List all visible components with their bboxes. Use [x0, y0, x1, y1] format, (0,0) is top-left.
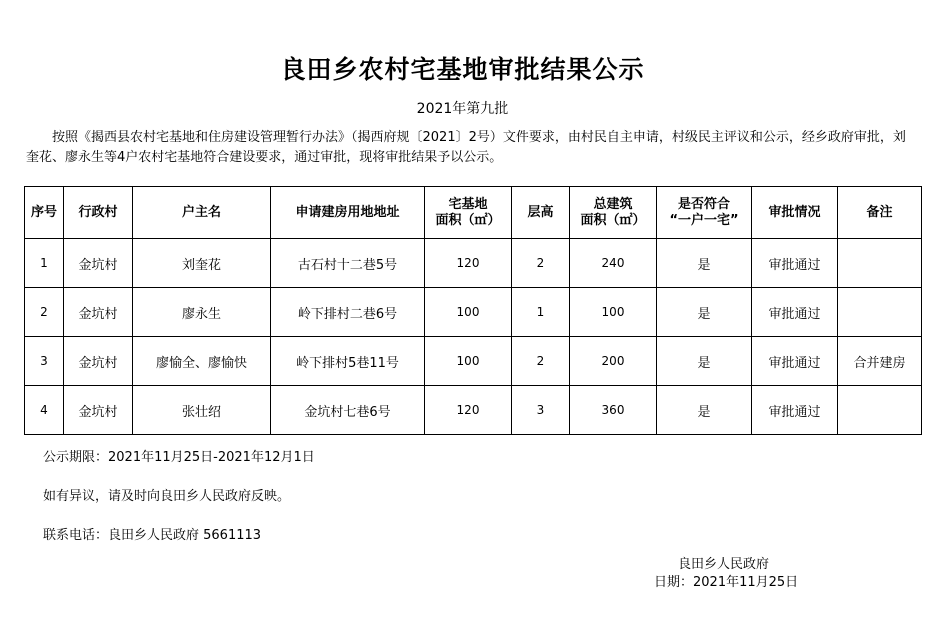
- cell-index: 4: [25, 386, 64, 435]
- cell-village: 金坑村: [64, 337, 133, 386]
- cell-total: 240: [570, 239, 657, 288]
- cell-remark: 合并建房: [838, 337, 922, 386]
- cell-owner: 廖愉全、廖愉快: [133, 337, 271, 386]
- objection-note: 如有异议，请及时向良田乡人民政府反映。: [43, 489, 291, 504]
- cell-total: 360: [570, 386, 657, 435]
- cell-index: 2: [25, 288, 64, 337]
- cell-total: 200: [570, 337, 657, 386]
- cell-owner: 张壮绍: [133, 386, 271, 435]
- cell-village: 金坑村: [64, 288, 133, 337]
- cell-status: 审批通过: [752, 239, 838, 288]
- intro-paragraph: 按照《揭西县农村宅基地和住房建设管理暂行办法》（揭西府规〔2021〕2号）文件要求，由村民自主申请，村级民主评议和公示，经乡政府审批，刘奎花、廖永生等4户农村宅基地符合建设要求，通过审批，现将审批结果予以公示。: [26, 130, 906, 165]
- batch-subtitle: 2021年第九批: [416, 101, 509, 117]
- header-village: 行政村: [64, 187, 133, 239]
- cell-address: 金坑村七巷6号: [271, 386, 425, 435]
- cell-village: 金坑村: [64, 386, 133, 435]
- cell-one-house: 是: [657, 288, 752, 337]
- header-total-line1: 总建筑: [593, 196, 633, 212]
- notice-period: 公示期限：2021年11月25日-2021年12月1日: [43, 450, 315, 465]
- header-total: [570, 187, 657, 239]
- cell-area: 120: [425, 239, 512, 288]
- table-row: [25, 239, 922, 288]
- signature-org: 良田乡人民政府: [678, 557, 770, 572]
- header-one-line1: 是否符合: [677, 196, 730, 212]
- cell-remark: [838, 386, 922, 435]
- signature-date: 日期：2021年11月25日: [654, 575, 799, 590]
- cell-area: 100: [425, 337, 512, 386]
- header-one-line2: “一户一宅”: [669, 212, 739, 228]
- header-area-line1: 宅基地: [448, 196, 488, 212]
- cell-remark: [838, 239, 922, 288]
- header-address: 申请建房用地地址: [271, 187, 425, 239]
- cell-owner: 廖永生: [133, 288, 271, 337]
- cell-floors: 2: [512, 239, 570, 288]
- cell-owner: 刘奎花: [133, 239, 271, 288]
- header-one-house: [657, 187, 752, 239]
- cell-status: 审批通过: [752, 337, 838, 386]
- cell-one-house: 是: [657, 337, 752, 386]
- cell-remark: [838, 288, 922, 337]
- cell-area: 120: [425, 386, 512, 435]
- cell-floors: 3: [512, 386, 570, 435]
- cell-one-house: 是: [657, 239, 752, 288]
- table-row: [25, 288, 922, 337]
- cell-index: 3: [25, 337, 64, 386]
- cell-floors: 1: [512, 288, 570, 337]
- cell-total: 100: [570, 288, 657, 337]
- cell-address: 古石村十二巷5号: [271, 239, 425, 288]
- contact-phone: 联系电话：良田乡人民政府 5661113: [43, 528, 262, 543]
- header-area-line2: 面积（㎡）: [435, 212, 501, 228]
- cell-status: 审批通过: [752, 288, 838, 337]
- header-status: 审批情况: [752, 187, 838, 239]
- cell-index: 1: [25, 239, 64, 288]
- header-floors: 层高: [512, 187, 570, 239]
- cell-area: 100: [425, 288, 512, 337]
- header-index: 序号: [25, 187, 64, 239]
- page-title: 良田乡农村宅基地审批结果公示: [280, 55, 645, 84]
- table-row: [25, 337, 922, 386]
- cell-floors: 2: [512, 337, 570, 386]
- header-owner: 户主名: [133, 187, 271, 239]
- header-area: [425, 187, 512, 239]
- table-header-row: [25, 187, 922, 239]
- header-total-line2: 面积（㎡）: [580, 212, 646, 228]
- cell-address: 岭下排村二巷6号: [271, 288, 425, 337]
- approval-table: [24, 186, 922, 435]
- cell-address: 岭下排村5巷11号: [271, 337, 425, 386]
- table-row: [25, 386, 922, 435]
- cell-status: 审批通过: [752, 386, 838, 435]
- cell-village: 金坑村: [64, 239, 133, 288]
- cell-one-house: 是: [657, 386, 752, 435]
- header-remark: 备注: [838, 187, 922, 239]
